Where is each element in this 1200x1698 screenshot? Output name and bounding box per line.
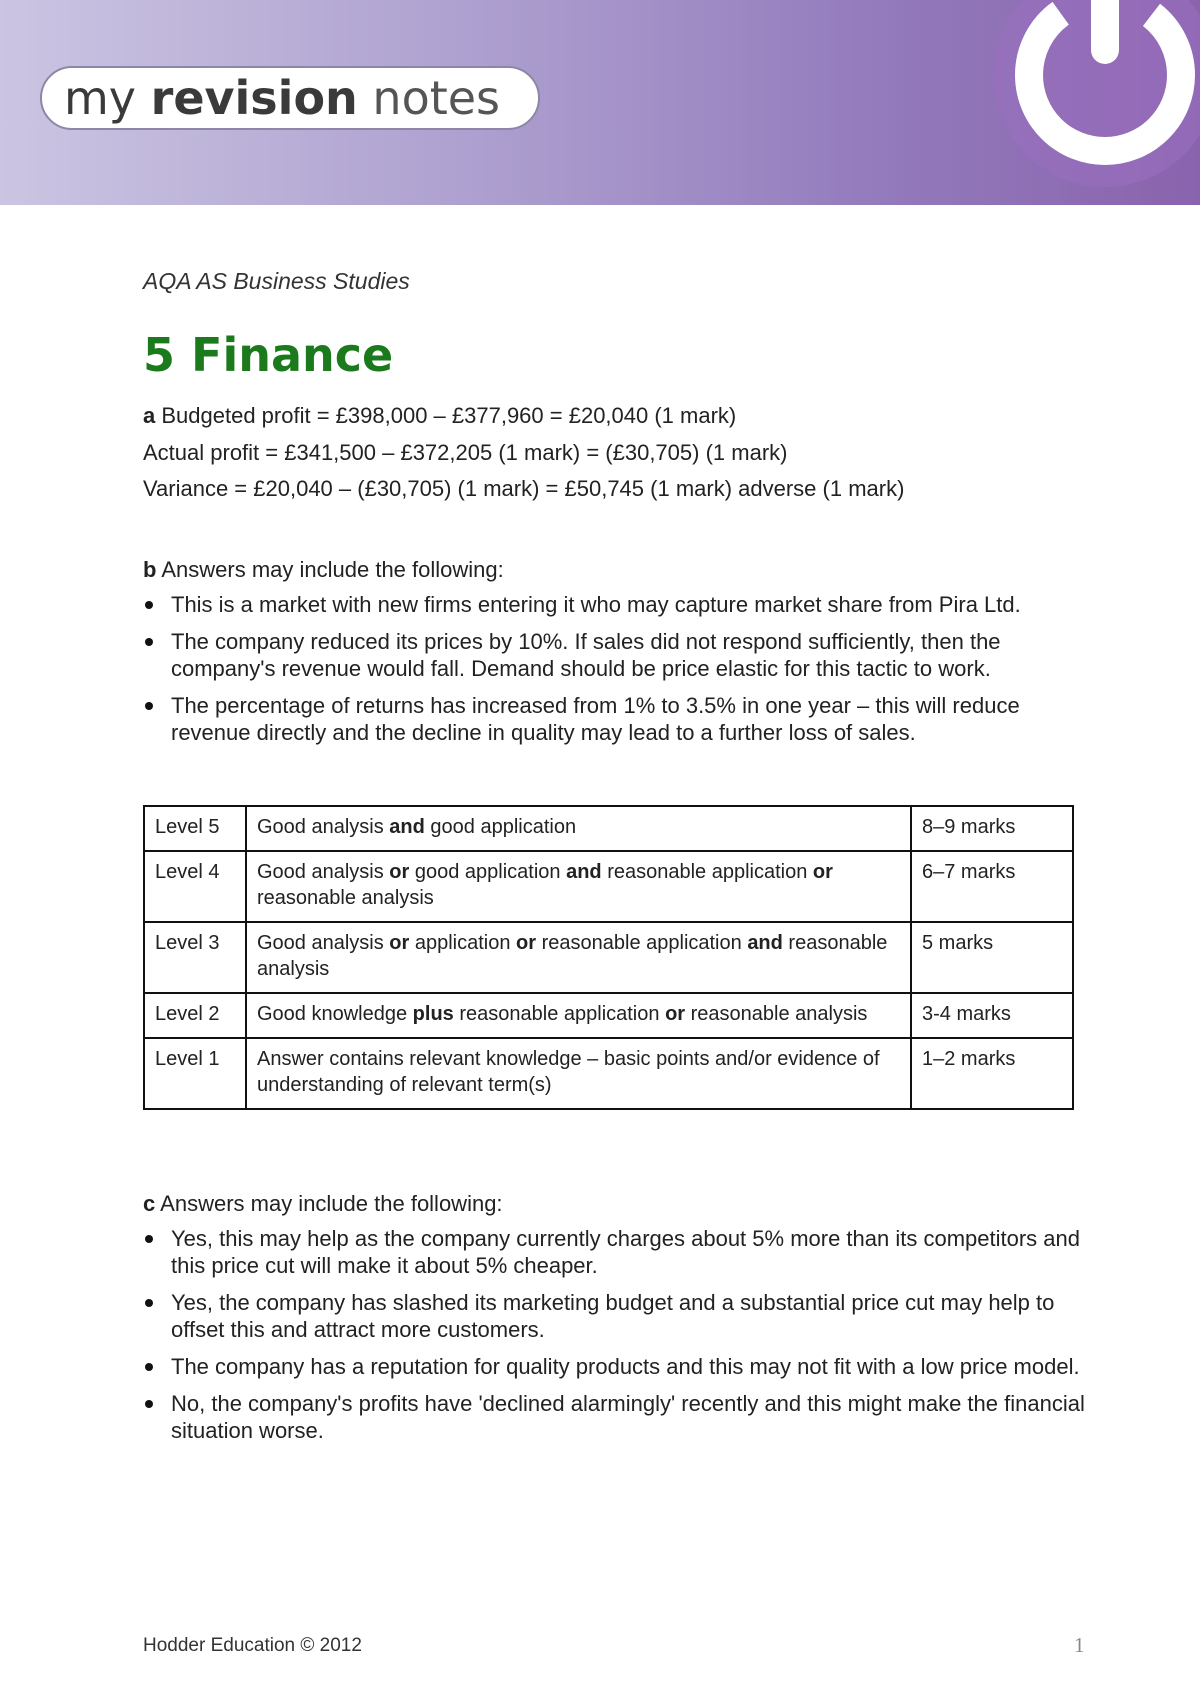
marks-cell: 8–9 marks xyxy=(911,806,1073,851)
descriptor-cell: Good analysis and good application xyxy=(246,806,911,851)
part-c-intro: c Answers may include the following: xyxy=(143,1191,503,1216)
part-a-line-2: Actual profit = £341,500 – £372,205 (1 mark) = (£30,705) (1 mark) xyxy=(143,440,788,465)
level-cell: Level 1 xyxy=(144,1038,246,1109)
level-cell: Level 5 xyxy=(144,806,246,851)
level-cell: Level 4 xyxy=(144,851,246,922)
part-b-label: b xyxy=(143,557,157,582)
table-row xyxy=(144,1038,1073,1109)
level-cell: Level 2 xyxy=(144,993,246,1038)
power-icon xyxy=(990,0,1200,190)
part-a-line-3: Variance = £20,040 – (£30,705) (1 mark) = £50,745 (1 mark) adverse (1 mark) xyxy=(143,476,905,501)
part-a-line-1: a Budgeted profit = £398,000 – £377,960 = £20,040 (1 mark) xyxy=(143,403,737,428)
level-cell: Level 3 xyxy=(144,922,246,993)
table-row xyxy=(144,993,1073,1038)
list-item: No, the company's profits have 'declined alarmingly' recently and this might make the financial situation worse. xyxy=(143,1390,1093,1444)
table-row xyxy=(144,806,1073,851)
list-item: Yes, the company has slashed its marketing budget and a substantial price cut may help to offset this and attract more customers. xyxy=(143,1289,1093,1343)
descriptor-cell: Answer contains relevant knowledge – basic points and/or evidence of understanding of relevant term(s) xyxy=(246,1038,911,1109)
footer-copyright: Hodder Education © 2012 xyxy=(143,1635,362,1656)
my-revision-notes-logo: my revision notes xyxy=(40,66,540,130)
page-title: 5 Finance xyxy=(143,328,394,382)
marks-cell: 1–2 marks xyxy=(911,1038,1073,1109)
part-b-bullet-list xyxy=(143,591,1093,756)
list-item: Yes, this may help as the company currently charges about 5% more than its competitors and this price cut will make it about 5% cheaper. xyxy=(143,1225,1093,1279)
marks-cell: 5 marks xyxy=(911,922,1073,993)
mark-scheme-table xyxy=(143,805,1074,1110)
descriptor-cell: Good analysis or application or reasonable application and reasonable analysis xyxy=(246,922,911,993)
marks-cell: 6–7 marks xyxy=(911,851,1073,922)
course-subtitle: AQA AS Business Studies xyxy=(143,268,410,294)
descriptor-cell: Good analysis or good application and reasonable application or reasonable analysis xyxy=(246,851,911,922)
list-item: This is a market with new firms entering it who may capture market share from Pira Ltd. xyxy=(143,591,1093,618)
part-b-intro: b Answers may include the following: xyxy=(143,557,504,582)
list-item: The percentage of returns has increased from 1% to 3.5% in one year – this will reduce revenue directly and the decline in quality may lead to a further loss of sales. xyxy=(143,692,1093,746)
table-row xyxy=(144,851,1073,922)
part-c-bullet-list xyxy=(143,1225,1093,1454)
descriptor-cell: Good knowledge plus reasonable application or reasonable analysis xyxy=(246,993,911,1038)
page-number: 1 xyxy=(1074,1633,1085,1657)
part-c-label: c xyxy=(143,1191,156,1216)
marks-cell: 3-4 marks xyxy=(911,993,1073,1038)
header-banner xyxy=(0,0,1200,205)
table-row xyxy=(144,922,1073,993)
list-item: The company reduced its prices by 10%. If sales did not respond sufficiently, then the company's revenue would fall. Demand should be price elastic for this tactic to work. xyxy=(143,628,1093,682)
list-item: The company has a reputation for quality products and this may not fit with a low price model. xyxy=(143,1353,1093,1380)
part-a-label: a xyxy=(143,403,156,428)
